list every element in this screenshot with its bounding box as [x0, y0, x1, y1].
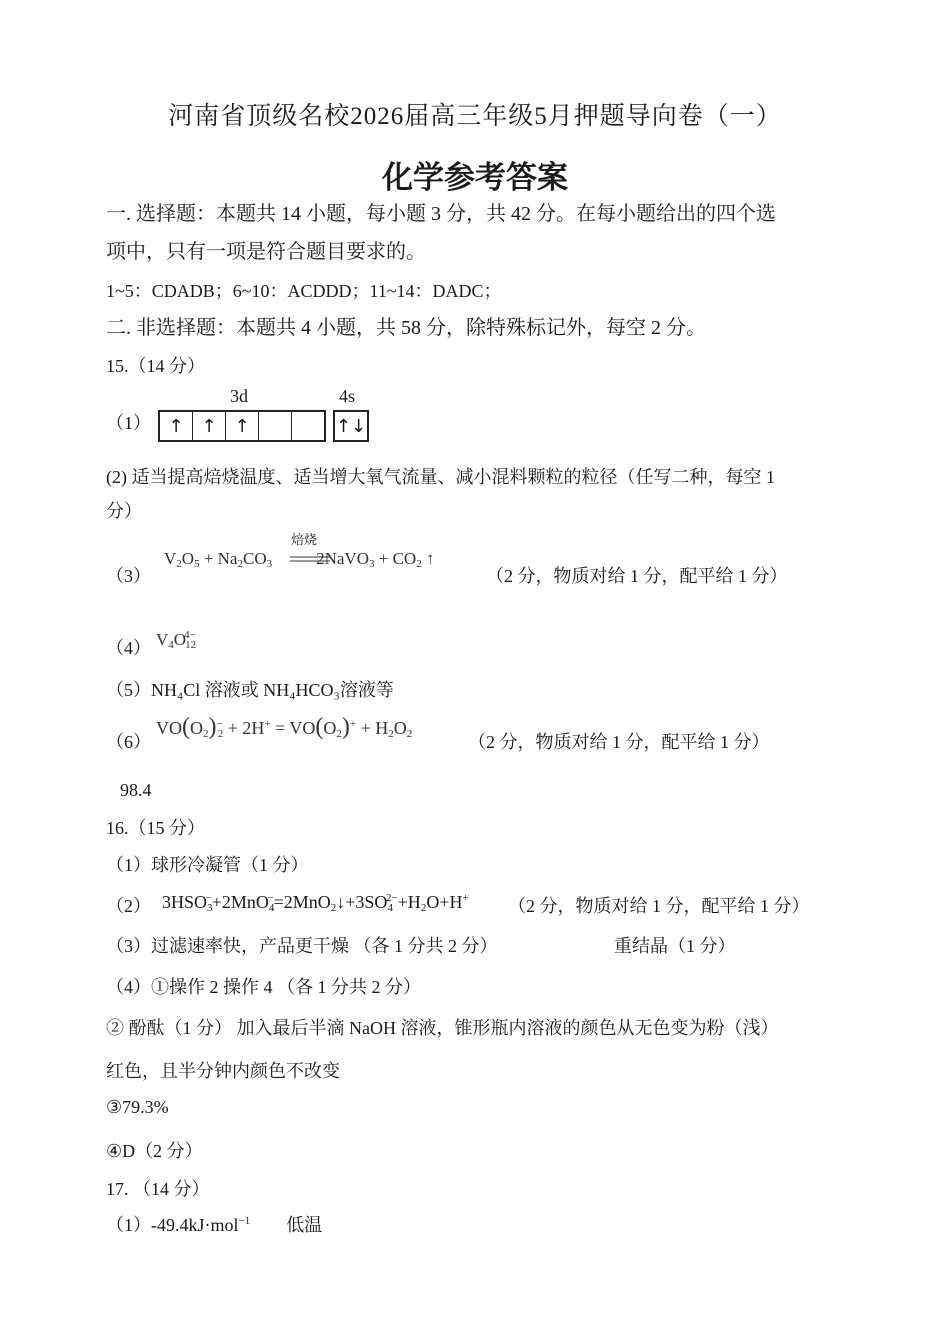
q16-p3b: 重结晶（1 分） [614, 936, 736, 956]
q16-header: 16.（15 分） [106, 818, 205, 838]
q16-p2-equation: $3HSO_3^-+2MnO_4^-=2MnO_2↓+3SO_4^{2-}+H_2O+H^+$ [162, 892, 469, 914]
q15-p6-equation: $VO(O_2)^-_2 + 2H^+ = VO(O_2)^+ + H_2O_2$ [156, 714, 413, 740]
orbital-4s-label: 4s [339, 386, 356, 406]
q15-p2-line2: 分） [106, 501, 142, 521]
q16-p2-note: （2 分，物质对给 1 分，配平给 1 分） [508, 896, 810, 916]
q17-p1-condition: 低温 [286, 1215, 323, 1235]
q15-p4-formula: $V_4O_{12}^{4-}$ [156, 629, 197, 651]
orbital-4s-box [333, 410, 369, 442]
q16-p4-2-line2: 红色，且半分钟内颜色不改变 [106, 1061, 340, 1081]
q16-p4: （4）①操作 2 操作 4 （各 1 分共 2 分） [106, 977, 421, 997]
q15-p3-equation: $V_2O_5 + Na_2CO_3$ 2NaVO$_3$ + $CO_2$ ↑ [164, 549, 435, 570]
orbital-3d-cell: ↑ [160, 412, 193, 440]
orbital-3d-cell [259, 412, 292, 440]
q17-p1 [106, 1211, 322, 1237]
q15-p3-label: （3） [106, 566, 151, 586]
q17-header: 17. （14 分） [106, 1179, 210, 1199]
q15-header: 15.（14 分） [106, 356, 205, 376]
orbital-3d-cell: ↑ [226, 412, 259, 440]
q15-p6-label: （6） [106, 732, 151, 752]
q15-p6-value: 98.4 [120, 780, 152, 800]
page-subtitle: 化学参考答案 [382, 160, 568, 196]
q15-p5: （5）NH₄Cl 溶液或 NH₄HCO₃溶液等 [106, 680, 394, 700]
orbital-3d-cell: ↑ [193, 412, 226, 440]
q16-p4-4: ④D（2 分） [106, 1141, 203, 1161]
reaction-condition: 焙烧 [291, 532, 318, 547]
q17-p1-label: （1） [106, 1215, 151, 1235]
section2-intro: 二. 非选择题：本题共 4 小题，共 58 分，除特殊标记外，每空 2 分。 [106, 317, 706, 339]
orbital-3d-label: 3d [230, 386, 248, 406]
section1-intro-line1: 一. 选择题：本题共 14 小题，每小题 3 分，共 42 分。在每小题给出的四个选 [106, 203, 776, 225]
orbital-3d-cell [292, 412, 324, 440]
orbital-4s-cell: ↑↓ [335, 415, 367, 437]
q16-p4-2-line1: ② 酚酞（1 分） 加入最后半滴 NaOH 溶液，锥形瓶内溶液的颜色从无色变为粉（浅） [106, 1018, 779, 1038]
q15-p3-note: （2 分，物质对给 1 分，配平给 1 分） [486, 566, 788, 586]
q17-p1-value: -49.4kJ·mol [151, 1215, 239, 1235]
q17-p1-exponent: −1 [238, 1215, 251, 1227]
choice-answers: 1~5：CDADB；6~10：ACDDD；11~14：DADC； [106, 281, 502, 301]
q16-p3a: （3）过滤速率快，产品更干燥 （各 1 分共 2 分） [106, 936, 498, 956]
q16-p1: （1）球形冷凝管（1 分） [106, 855, 309, 875]
q15-p6-note: （2 分，物质对给 1 分，配平给 1 分） [468, 732, 770, 752]
q15-p1-label: （1） [106, 413, 151, 433]
page-title: 河南省顶级名校2026届高三年级5月押题导向卷（一） [168, 103, 782, 130]
orbital-3d-boxes [158, 410, 326, 442]
q15-p2-line1: (2) 适当提高焙烧温度、适当增大氧气流量、减小混料颗粒的粒径（任写二种，每空 1 [106, 467, 775, 487]
q16-p4-3: ③79.3% [106, 1097, 169, 1117]
q16-p2-label: （2） [106, 896, 151, 916]
section1-intro-line2: 项中，只有一项是符合题目要求的。 [106, 241, 426, 263]
q15-p4-label: （4） [106, 638, 151, 658]
